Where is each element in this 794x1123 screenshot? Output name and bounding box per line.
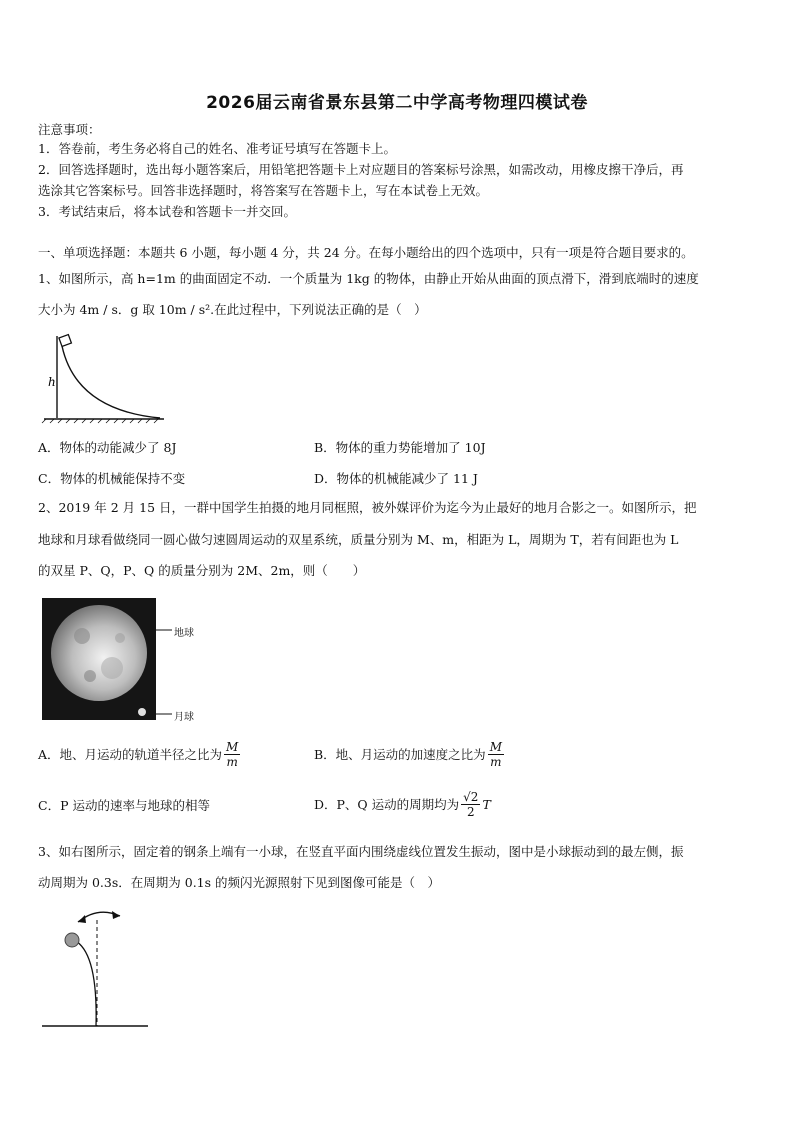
q1-stem-line1: 1、如图所示，高 h=1m 的曲面固定不动．一个质量为 1kg 的物体，由静止开始从曲面的顶点滑下，滑到底端时的速度: [38, 271, 699, 286]
q2-option-b-fraction: [488, 740, 504, 769]
fraction-denominator: 2: [466, 804, 475, 819]
q1-curved-surface-figure: [40, 330, 170, 424]
q2-option-d-fraction: [461, 790, 480, 819]
notice-item-2-cont: 选涂其它答案标号。回答非选择题时，将答案写在答题卡上，写在本试卷上无效。: [38, 183, 489, 198]
q2-option-d-tail: T: [482, 796, 491, 812]
q2-option-a: [38, 734, 240, 774]
q2-stem-line3: 的双星 P、Q，P、Q 的质量分别为 2M、2m，则（ ）: [38, 563, 366, 578]
q2-stem-line2: 地球和月球看做绕同一圆心做匀速圆周运动的双星系统，质量分别为 M、m，相距为 L，周期为 T，若有间距也为 L: [38, 532, 679, 547]
moon-label: 月球: [174, 712, 194, 723]
section-heading: 一、单项选择题：本题共 6 小题，每小题 4 分，共 24 分。在每小题给出的四个选项中，只有一项是符合题目要求的。: [38, 245, 694, 260]
fraction-denominator: m: [490, 754, 502, 769]
q1-stem-line2: 大小为 4m / s．g 取 10m / s².在此过程中，下列说法正确的是（ ）: [38, 302, 427, 317]
q3-stem-line2: 动周期为 0.3s．在周期为 0.1s 的频闪光源照射下见到图像可能是（ ）: [38, 875, 441, 890]
earth-moon-image: [42, 598, 156, 720]
q1-height-label: h: [48, 375, 56, 389]
q2-stem-line1: 2、2019 年 2 月 15 日，一群中国学生拍摄的地月同框照，被外媒评价为迄今为止最好的地月合影之一。如图所示，把: [38, 500, 697, 515]
q1-option-a: A．物体的动能减少了 8J: [38, 440, 177, 455]
q2-option-d-text: D．P、Q 运动的周期均为: [314, 797, 460, 812]
q2-option-b: [314, 734, 504, 774]
q3-stem-line1: 3、如右图所示，固定着的钢条上端有一小球，在竖直平面内围绕虚线位置发生振动，图中是小球振动到的最左侧，振: [38, 844, 684, 859]
q1-option-c: C．物体的机械能保持不变: [38, 471, 186, 486]
notice-heading: 注意事项：: [38, 122, 101, 137]
page-title: 2026届云南省景东县第二中学高考物理四模试卷: [206, 93, 588, 113]
notice-item-2: 2．回答选择题时，选出每小题答案后，用铅笔把答题卡上对应题目的答案标号涂黑，如需改动，用橡皮擦干净后，再: [38, 162, 684, 177]
moon-dot: [138, 708, 146, 716]
fraction-numerator: M: [226, 739, 239, 754]
q2-option-d: [314, 784, 491, 824]
q1-option-d: D．物体的机械能减少了 11 J: [314, 471, 478, 486]
q2-option-b-text: B．地、月运动的加速度之比为: [314, 747, 486, 762]
q2-option-a-fraction: [224, 740, 240, 769]
notice-item-3: 3．考试结束后，将本试卷和答题卡一并交回。: [38, 204, 296, 219]
photo-label-leaders: [156, 620, 176, 720]
fraction-numerator: √2: [463, 789, 479, 804]
q3-oscillating-rod-figure: [38, 902, 154, 1034]
earth-label: 地球: [174, 628, 194, 639]
q2-option-a-text: A．地、月运动的轨道半径之比为: [38, 747, 223, 762]
fraction-numerator: M: [489, 739, 502, 754]
fraction-denominator: m: [226, 754, 238, 769]
q1-option-b: B．物体的重力势能增加了 10J: [314, 440, 486, 455]
q2-option-c: C．P 运动的速率与地球的相等: [38, 798, 210, 813]
notice-item-1: 1．答卷前，考生务必将自己的姓名、准考证号填写在答题卡上。: [38, 141, 396, 156]
earth-moon-photo: [42, 598, 156, 720]
